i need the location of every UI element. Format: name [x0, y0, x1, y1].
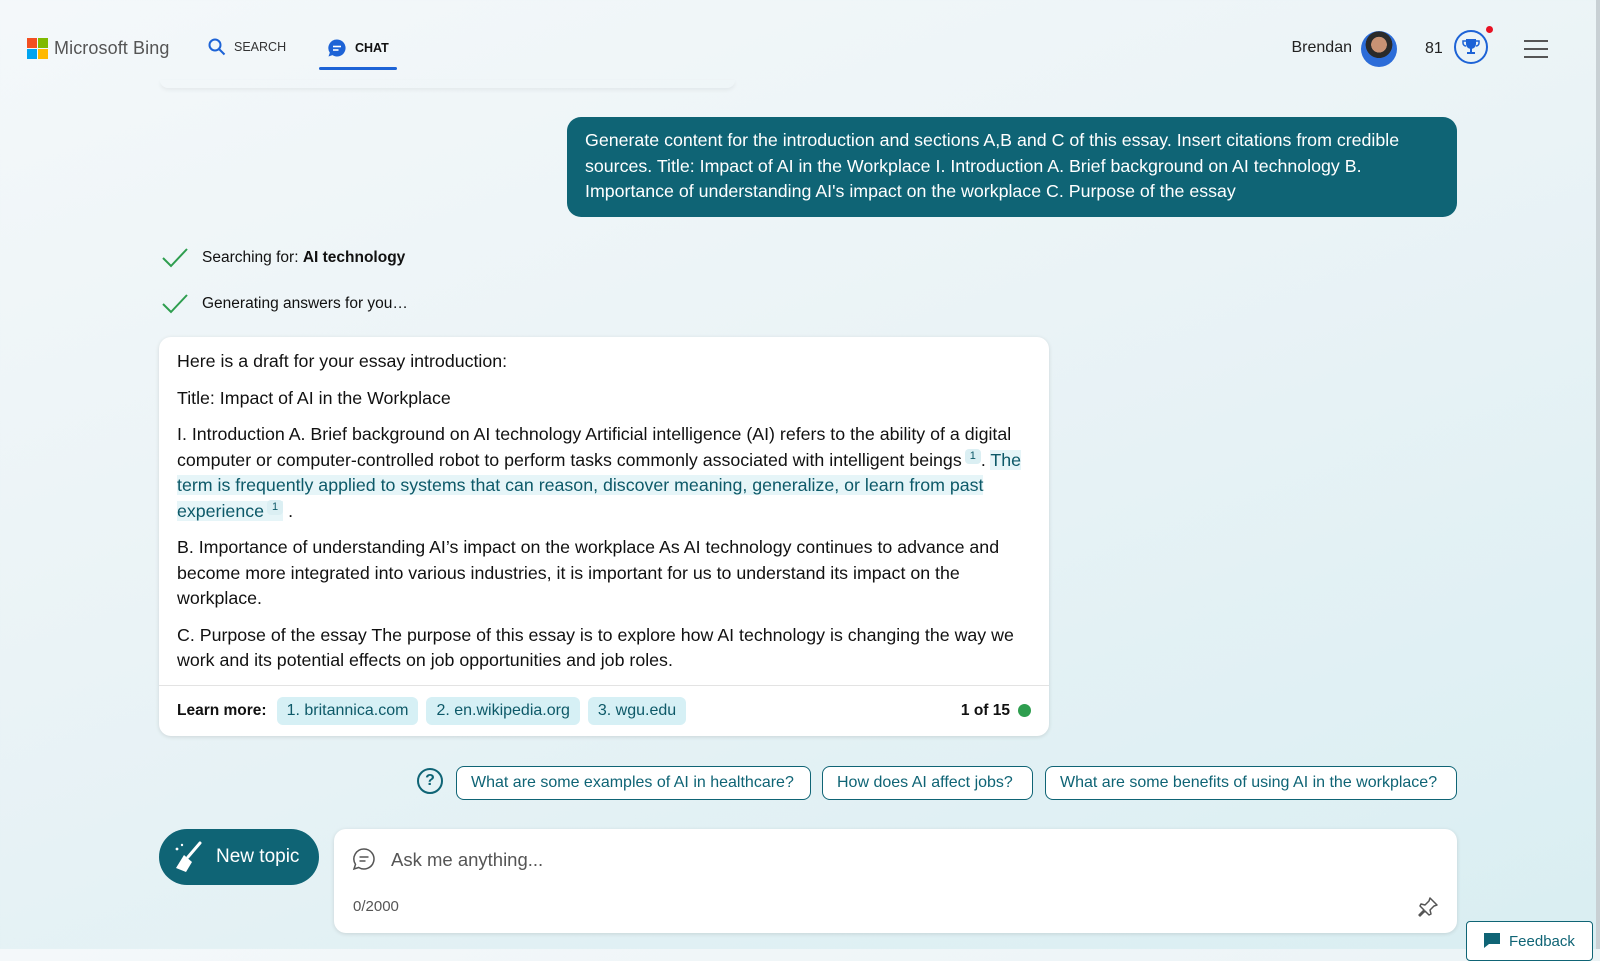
answer-card: [159, 337, 1049, 736]
tab-chat-label: CHAT: [355, 41, 389, 55]
active-tab-indicator: [319, 67, 397, 70]
rewards-points[interactable]: 81: [1425, 40, 1443, 57]
suggestion-chip[interactable]: How does AI affect jobs?: [822, 766, 1033, 800]
status-dot: [1018, 704, 1031, 717]
status-searching-text: Searching for: AI technology: [202, 249, 406, 266]
status-searching: [162, 248, 405, 268]
answer-paragraph: B. Importance of understanding AI’s impact on the workplace As AI technology continues to advance and become more integrated into various industries, it is important for us to understand its impact on the workplace.: [177, 537, 1000, 608]
menu-icon[interactable]: [1524, 40, 1548, 58]
chat-icon: [327, 38, 347, 58]
microsoft-logo-icon: [27, 38, 48, 59]
status-generating-text: Generating answers for you…: [202, 295, 408, 312]
pin-icon[interactable]: [1417, 896, 1439, 918]
tab-search[interactable]: [208, 38, 286, 56]
user-message: Generate content for the introduction and sections A,B and C of this essay. Insert citations from credible sources. Title: Impact of AI in the Workplace I. Introduction A. Brief background on AI technology B. Importance of understanding AI's impact on the workplace C. Purpose of the essay: [567, 117, 1457, 217]
source-link[interactable]: 3. wgu.edu: [588, 697, 686, 725]
rewards-button[interactable]: [1454, 30, 1488, 64]
answer-paragraph: Title: Impact of AI in the Workplace: [177, 387, 451, 408]
avatar[interactable]: [1361, 31, 1397, 67]
user-name[interactable]: Brendan: [1291, 39, 1352, 56]
citation-marker[interactable]: 1: [965, 449, 981, 464]
notification-dot: [1486, 26, 1493, 33]
chat-bubble-icon: [352, 847, 376, 871]
broom-icon: [174, 841, 204, 873]
chat-input[interactable]: [389, 843, 1393, 877]
answer-paragraph: I. Introduction A. Brief background on AI technology Artificial intelligence (AI) refers to the ability of a digital computer or computer-controlled robot to perform tasks commonly associated with intelligent beings 1 . The term is frequently applied to systems that can reason, discover meaning, generalize, or learn from past experience 1 .: [177, 424, 1022, 521]
feedback-icon: [1483, 932, 1501, 950]
learn-more-label: Learn more:: [177, 701, 267, 719]
source-link[interactable]: 2. en.wikipedia.org: [426, 697, 579, 725]
trophy-icon: [1461, 37, 1481, 57]
char-counter: 0/2000: [353, 898, 399, 915]
check-icon: [162, 294, 188, 314]
turn-counter: 1 of 15: [961, 702, 1031, 720]
tab-chat[interactable]: [327, 38, 389, 58]
tab-search-label: SEARCH: [234, 40, 287, 54]
top-bar: [0, 0, 1600, 88]
suggestion-chip[interactable]: What are some benefits of using AI in the workplace?: [1045, 766, 1457, 800]
feedback-label: Feedback: [1509, 932, 1575, 950]
scrollbar[interactable]: [1596, 0, 1600, 949]
bing-logo[interactable]: [27, 38, 169, 59]
answer-paragraph: C. Purpose of the essay The purpose of this essay is to explore how AI technology is changing the way we work and its potential effects on job opportunities and job roles.: [177, 624, 1014, 670]
new-topic-button[interactable]: [159, 829, 319, 885]
brand-name: Microsoft Bing: [54, 38, 170, 58]
feedback-button[interactable]: [1466, 921, 1593, 961]
check-icon: [162, 248, 188, 268]
suggestion-chip[interactable]: What are some examples of AI in healthcare?: [456, 766, 811, 800]
question-icon[interactable]: ?: [417, 768, 443, 794]
search-icon: [208, 38, 226, 56]
citation-marker[interactable]: 1: [267, 500, 283, 515]
learn-more-bar: [159, 685, 1049, 736]
previous-card-edge: [160, 80, 735, 88]
source-link[interactable]: 1. britannica.com: [277, 697, 419, 725]
answer-paragraph: Here is a draft for your essay introduction:: [177, 351, 508, 371]
new-topic-label: New topic: [216, 846, 300, 867]
chat-composer: [334, 829, 1457, 933]
status-generating: [162, 294, 408, 314]
answer-body: [159, 337, 1049, 674]
search-term: AI technology: [302, 249, 406, 266]
highlighted-sentence: The term is frequently applied to systems that can reason, discover meaning, generalize, or learn from past experience 1: [177, 449, 1022, 521]
